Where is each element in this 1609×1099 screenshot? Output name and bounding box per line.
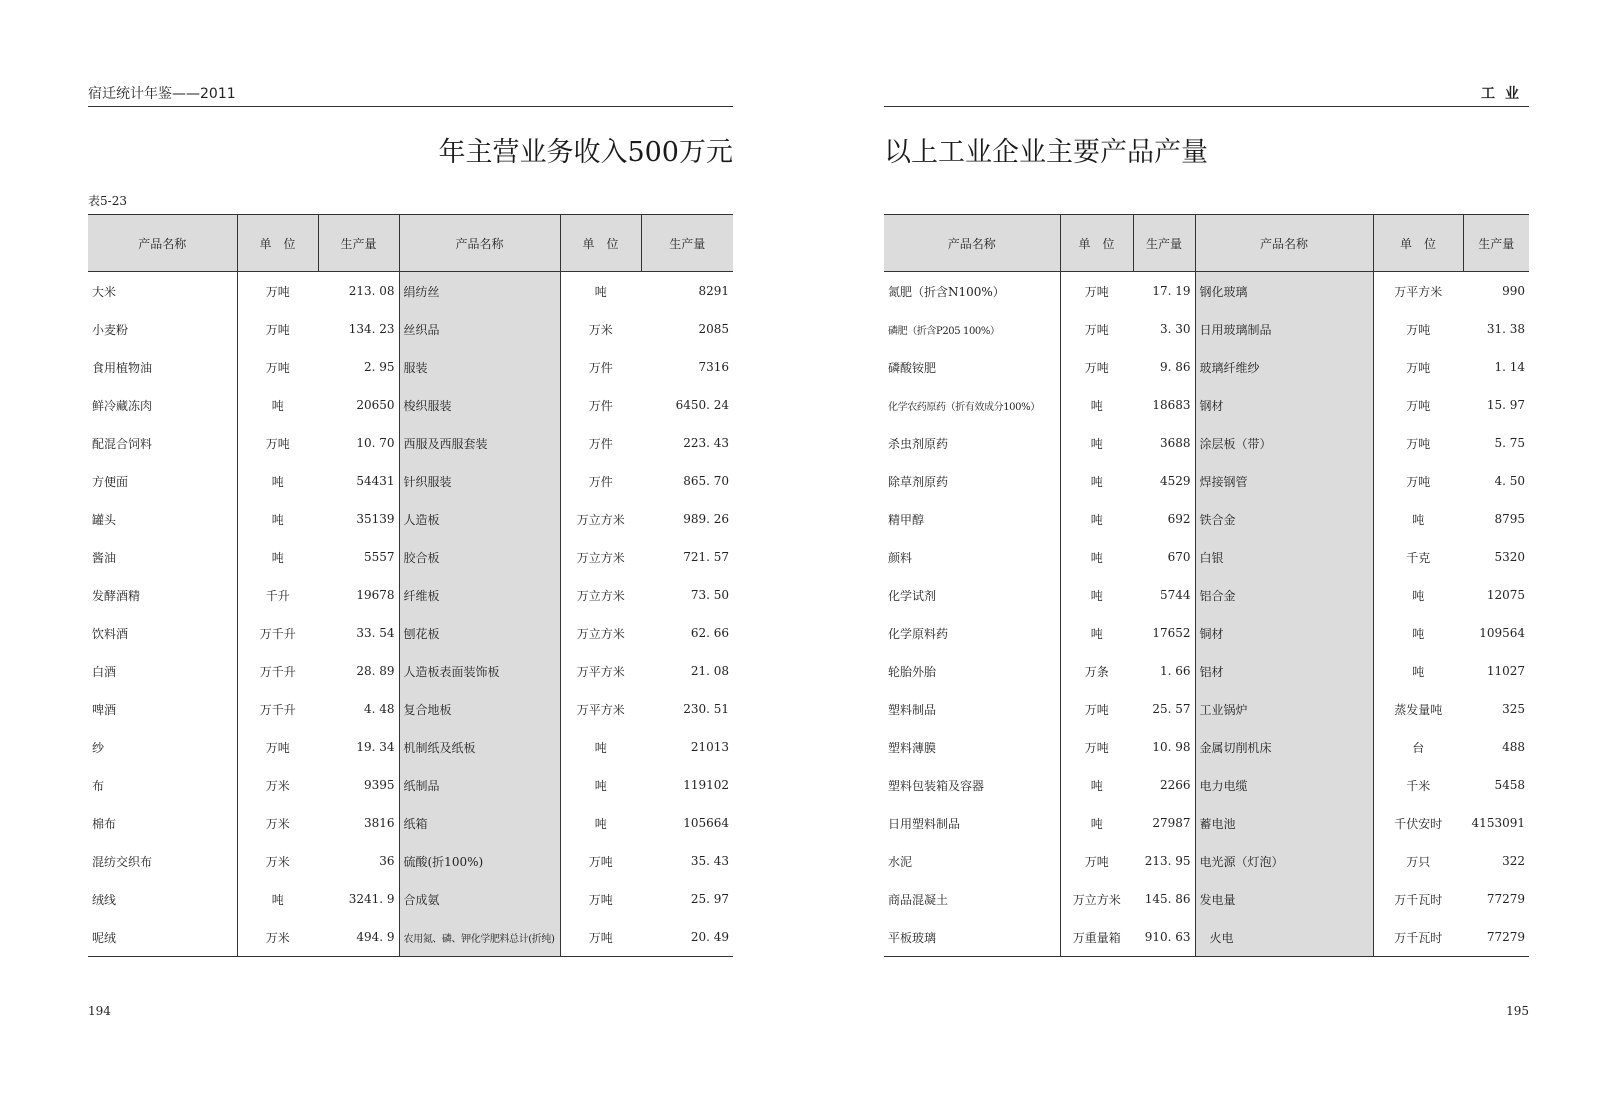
product-name-cell: 布 — [92, 778, 105, 793]
page-title: 年主营业务收入500万元 — [438, 137, 733, 168]
table-row — [88, 576, 733, 614]
product-name-cell: 白酒 — [92, 664, 117, 679]
output-cell: 6450. 24 — [675, 398, 729, 412]
unit-cell: 吨 — [1060, 766, 1133, 804]
running-head — [88, 84, 733, 107]
table-row — [884, 804, 1529, 842]
unit-cell: 万吨 — [1060, 272, 1133, 311]
table-row — [884, 462, 1529, 500]
output-cell: 105664 — [683, 816, 729, 830]
column-header: 产品名称 — [884, 215, 1060, 272]
unit-cell: 吨 — [1060, 576, 1133, 614]
table-row — [884, 690, 1529, 728]
output-cell: 27987 — [1152, 816, 1191, 830]
product-name-cell: 方便面 — [92, 474, 129, 489]
product-name-cell: 化学试剂 — [888, 588, 937, 603]
product-name-cell: 铝材 — [1195, 652, 1373, 690]
unit-cell: 万吨 — [1060, 690, 1133, 728]
table-row — [88, 500, 733, 538]
unit-cell: 吨 — [1060, 614, 1133, 652]
unit-cell: 蒸发量吨 — [1373, 690, 1463, 728]
unit-cell: 万米 — [237, 804, 318, 842]
product-name-cell: 电光源（灯泡） — [1195, 842, 1373, 880]
product-name-cell: 涂层板（带） — [1195, 424, 1373, 462]
table-row — [884, 842, 1529, 880]
output-cell: 31. 38 — [1486, 322, 1525, 336]
product-name-cell: 罐头 — [92, 512, 117, 527]
unit-cell: 万千瓦时 — [1373, 918, 1463, 957]
product-name-cell: 混纺交织布 — [92, 854, 153, 869]
product-name-cell: 蓄电池 — [1195, 804, 1373, 842]
table-row — [884, 728, 1529, 766]
unit-cell: 万吨 — [1060, 310, 1133, 348]
output-cell: 145. 86 — [1144, 892, 1191, 906]
unit-cell: 吨 — [237, 386, 318, 424]
output-cell: 2266 — [1159, 778, 1191, 792]
unit-cell: 万米 — [237, 918, 318, 957]
running-head — [884, 84, 1529, 107]
product-name-cell: 胶合板 — [399, 538, 560, 576]
product-name-cell: 火电 — [1195, 918, 1373, 957]
column-header: 单 位 — [1373, 215, 1463, 272]
output-cell: 119102 — [683, 778, 729, 792]
output-cell: 1. 14 — [1494, 360, 1525, 374]
product-name-cell: 白银 — [1195, 538, 1373, 576]
table-row — [884, 538, 1529, 576]
output-cell: 19678 — [356, 588, 395, 602]
output-cell: 2. 95 — [363, 360, 395, 374]
output-cell: 25. 97 — [690, 892, 729, 906]
column-header: 单 位 — [237, 215, 318, 272]
unit-cell: 万吨 — [1373, 348, 1463, 386]
table-row — [88, 272, 733, 311]
header-row — [88, 215, 733, 272]
output-cell: 20. 49 — [641, 918, 733, 957]
unit-cell: 万吨 — [1060, 728, 1133, 766]
output-cell: 3241. 9 — [348, 892, 395, 906]
product-name-cell: 塑料包装箱及容器 — [888, 778, 985, 793]
output-cell: 8795 — [1494, 512, 1525, 526]
output-cell: 9. 86 — [1159, 360, 1191, 374]
product-name-cell: 化学农药原药（折有效成分100%） — [888, 401, 1040, 413]
output-cell: 2085 — [698, 322, 729, 336]
unit-cell: 吨 — [560, 766, 641, 804]
output-cell: 25. 57 — [1152, 702, 1191, 716]
product-name-cell: 梭织服装 — [399, 386, 560, 424]
product-name-cell: 塑料薄膜 — [888, 740, 937, 755]
output-cell: 21. 08 — [690, 664, 729, 678]
unit-cell: 千米 — [1373, 766, 1463, 804]
product-name-cell: 纸制品 — [399, 766, 560, 804]
output-cell: 230. 51 — [683, 702, 729, 716]
unit-cell: 吨 — [237, 538, 318, 576]
unit-cell: 万千升 — [237, 690, 318, 728]
unit-cell: 万件 — [560, 386, 641, 424]
output-cell: 213. 08 — [348, 284, 395, 298]
product-name-cell: 合成氨 — [399, 880, 560, 918]
table-row — [88, 652, 733, 690]
output-cell: 19. 34 — [356, 740, 395, 754]
unit-cell: 万件 — [560, 462, 641, 500]
table-row — [88, 728, 733, 766]
product-name-cell: 小麦粉 — [92, 322, 129, 337]
output-cell: 213. 95 — [1144, 854, 1191, 868]
product-name-cell: 工业锅炉 — [1195, 690, 1373, 728]
output-cell: 910. 63 — [1133, 918, 1195, 957]
table-row — [88, 462, 733, 500]
table-row — [88, 842, 733, 880]
output-cell: 325 — [1502, 702, 1525, 716]
table-row — [884, 880, 1529, 918]
unit-cell: 吨 — [1060, 424, 1133, 462]
unit-cell: 万吨 — [1373, 462, 1463, 500]
section-title: 工业 — [1481, 86, 1529, 102]
output-cell: 20650 — [356, 398, 395, 412]
column-header: 生产量 — [641, 215, 733, 272]
unit-cell: 吨 — [1373, 576, 1463, 614]
output-cell: 488 — [1502, 740, 1525, 754]
output-cell: 989. 26 — [683, 512, 729, 526]
output-cell: 5. 75 — [1494, 436, 1525, 450]
unit-cell: 万千升 — [237, 614, 318, 652]
table-row — [88, 918, 733, 957]
product-name-cell: 铁合金 — [1195, 500, 1373, 538]
table-row — [884, 310, 1529, 348]
product-name-cell: 日用塑料制品 — [888, 816, 961, 831]
output-cell: 77279 — [1463, 918, 1529, 957]
table-row — [88, 348, 733, 386]
product-name-cell: 纸箱 — [399, 804, 560, 842]
product-name-cell: 杀虫剂原药 — [888, 436, 949, 451]
table-row — [884, 424, 1529, 462]
output-cell: 12075 — [1486, 588, 1525, 602]
output-cell: 73. 50 — [690, 588, 729, 602]
product-name-cell: 丝织品 — [399, 310, 560, 348]
output-cell: 5320 — [1494, 550, 1525, 564]
output-cell: 990 — [1502, 284, 1525, 298]
unit-cell: 万吨 — [1373, 386, 1463, 424]
table-row — [884, 918, 1529, 957]
product-name-cell: 发电量 — [1195, 880, 1373, 918]
table-row — [88, 310, 733, 348]
unit-cell: 万只 — [1373, 842, 1463, 880]
output-cell: 692 — [1167, 512, 1191, 526]
table-row — [88, 538, 733, 576]
output-cell: 62. 66 — [690, 626, 729, 640]
unit-cell: 万立方米 — [560, 538, 641, 576]
output-cell: 8291 — [698, 284, 729, 298]
unit-cell: 吨 — [1373, 614, 1463, 652]
column-header: 生产量 — [1133, 215, 1195, 272]
product-name-cell: 氮肥（折含N100%） — [888, 284, 1005, 299]
product-name-cell: 化学原料药 — [888, 626, 949, 641]
column-header: 单 位 — [560, 215, 641, 272]
output-cell: 5744 — [1159, 588, 1191, 602]
product-name-cell: 绢纺丝 — [399, 272, 560, 311]
unit-cell: 万米 — [560, 310, 641, 348]
output-cell: 35139 — [356, 512, 395, 526]
product-name-cell: 饮料酒 — [92, 626, 129, 641]
unit-cell: 万吨 — [237, 310, 318, 348]
product-name-cell: 金属切削机床 — [1195, 728, 1373, 766]
output-cell: 17652 — [1152, 626, 1191, 640]
output-cell: 3688 — [1159, 436, 1191, 450]
output-cell: 134. 23 — [348, 322, 395, 336]
output-cell: 865. 70 — [683, 474, 729, 488]
table-row — [88, 766, 733, 804]
unit-cell: 万立方米 — [560, 576, 641, 614]
table-row — [884, 766, 1529, 804]
product-name-cell: 刨花板 — [399, 614, 560, 652]
product-name-cell: 大米 — [92, 284, 117, 299]
table-row — [88, 386, 733, 424]
column-header: 产品名称 — [1195, 215, 1373, 272]
product-name-cell: 酱油 — [92, 550, 117, 565]
unit-cell: 万重量箱 — [1060, 918, 1133, 957]
output-cell: 4. 50 — [1494, 474, 1525, 488]
page-title: 以上工业企业主要产品产量 — [884, 137, 1208, 168]
output-cell: 5458 — [1494, 778, 1525, 792]
output-cell: 670 — [1167, 550, 1191, 564]
output-cell: 4529 — [1159, 474, 1191, 488]
column-header: 单 位 — [1060, 215, 1133, 272]
table-row — [884, 614, 1529, 652]
product-name-cell: 颜料 — [888, 550, 913, 565]
product-name-cell: 玻璃纤维纱 — [1195, 348, 1373, 386]
unit-cell: 吨 — [1373, 652, 1463, 690]
unit-cell: 万千升 — [237, 652, 318, 690]
output-cell: 322 — [1502, 854, 1525, 868]
output-cell: 3816 — [363, 816, 395, 830]
product-name-cell: 复合地板 — [399, 690, 560, 728]
unit-cell: 万件 — [560, 348, 641, 386]
unit-cell: 万吨 — [237, 272, 318, 311]
table-row — [88, 880, 733, 918]
product-name-cell: 机制纸及纸板 — [399, 728, 560, 766]
product-output-table-left — [88, 214, 733, 957]
table-number: 表5-23 — [88, 194, 127, 208]
output-cell: 35. 43 — [690, 854, 729, 868]
unit-cell: 吨 — [560, 804, 641, 842]
product-name-cell: 服装 — [399, 348, 560, 386]
product-name-cell: 纤维板 — [399, 576, 560, 614]
output-cell: 18683 — [1152, 398, 1191, 412]
output-cell: 5557 — [363, 550, 395, 564]
output-cell: 4153091 — [1471, 816, 1525, 830]
unit-cell: 吨 — [1060, 386, 1133, 424]
product-name-cell: 呢绒 — [88, 918, 237, 957]
output-cell: 10. 98 — [1152, 740, 1191, 754]
product-name-cell: 针织服装 — [399, 462, 560, 500]
product-name-cell: 鲜冷藏冻肉 — [92, 398, 153, 413]
output-cell: 3. 30 — [1159, 322, 1191, 336]
unit-cell: 万吨 — [1060, 348, 1133, 386]
unit-cell: 吨 — [560, 272, 641, 311]
unit-cell: 万吨 — [560, 918, 641, 957]
product-name-cell: 铜材 — [1195, 614, 1373, 652]
product-name-cell: 焊接钢管 — [1195, 462, 1373, 500]
unit-cell: 万吨 — [1060, 842, 1133, 880]
unit-cell: 吨 — [237, 500, 318, 538]
unit-cell: 万吨 — [1373, 310, 1463, 348]
product-name-cell: 电力电缆 — [1195, 766, 1373, 804]
product-name-cell: 磷酸铵肥 — [888, 360, 937, 375]
unit-cell: 万立方米 — [1060, 880, 1133, 918]
output-cell: 17. 19 — [1152, 284, 1191, 298]
product-output-table-right — [884, 214, 1529, 957]
unit-cell: 吨 — [1060, 500, 1133, 538]
output-cell: 10. 70 — [356, 436, 395, 450]
unit-cell: 万平方米 — [1373, 272, 1463, 311]
unit-cell: 万吨 — [237, 348, 318, 386]
output-cell: 33. 54 — [356, 626, 395, 640]
unit-cell: 吨 — [560, 728, 641, 766]
unit-cell: 万吨 — [237, 424, 318, 462]
output-cell: 494. 9 — [318, 918, 399, 957]
unit-cell: 吨 — [1060, 804, 1133, 842]
output-cell: 721. 57 — [683, 550, 729, 564]
product-name-cell: 农用氮、磷、钾化学肥料总计(折纯) — [399, 918, 560, 957]
product-name-cell: 钢材 — [1195, 386, 1373, 424]
output-cell: 223. 43 — [683, 436, 729, 450]
unit-cell: 台 — [1373, 728, 1463, 766]
output-cell: 21013 — [690, 740, 729, 754]
unit-cell: 万千瓦时 — [1373, 880, 1463, 918]
product-name-cell: 配混合饲料 — [92, 436, 153, 451]
page-number: 195 — [1506, 1004, 1529, 1018]
output-cell: 28. 89 — [356, 664, 395, 678]
table-row — [88, 804, 733, 842]
product-name-cell: 精甲醇 — [888, 512, 925, 527]
product-name-cell: 人造板表面装饰板 — [399, 652, 560, 690]
product-name-cell: 日用玻璃制品 — [1195, 310, 1373, 348]
table-row — [88, 614, 733, 652]
unit-cell: 万平方米 — [560, 690, 641, 728]
unit-cell: 万吨 — [560, 880, 641, 918]
table-row — [884, 386, 1529, 424]
table-row — [884, 652, 1529, 690]
unit-cell: 万立方米 — [560, 500, 641, 538]
unit-cell: 万立方米 — [560, 614, 641, 652]
output-cell: 77279 — [1486, 892, 1525, 906]
unit-cell: 吨 — [1373, 500, 1463, 538]
output-cell: 1. 66 — [1159, 664, 1191, 678]
column-header: 生产量 — [318, 215, 399, 272]
unit-cell: 万件 — [560, 424, 641, 462]
table-row — [88, 424, 733, 462]
product-name-cell: 钢化玻璃 — [1195, 272, 1373, 311]
unit-cell: 吨 — [237, 880, 318, 918]
output-cell: 109564 — [1479, 626, 1525, 640]
table-row — [884, 272, 1529, 311]
output-cell: 7316 — [698, 360, 729, 374]
product-name-cell: 硫酸(折100%) — [399, 842, 560, 880]
unit-cell: 万吨 — [560, 842, 641, 880]
product-name-cell: 纱 — [92, 740, 105, 755]
product-name-cell: 除草剂原药 — [888, 474, 949, 489]
table-row — [884, 500, 1529, 538]
output-cell: 4. 48 — [363, 702, 395, 716]
unit-cell: 千伏安时 — [1373, 804, 1463, 842]
unit-cell: 千升 — [237, 576, 318, 614]
output-cell: 15. 97 — [1486, 398, 1525, 412]
product-name-cell: 绒线 — [92, 892, 117, 907]
unit-cell: 万吨 — [1373, 424, 1463, 462]
product-name-cell: 啤酒 — [92, 702, 117, 717]
unit-cell: 万米 — [237, 766, 318, 804]
unit-cell: 万米 — [237, 842, 318, 880]
product-name-cell: 平板玻璃 — [884, 918, 1060, 957]
unit-cell: 千克 — [1373, 538, 1463, 576]
unit-cell: 吨 — [1060, 538, 1133, 576]
product-name-cell: 食用植物油 — [92, 360, 153, 375]
column-header: 生产量 — [1463, 215, 1529, 272]
product-name-cell: 西服及西服套装 — [399, 424, 560, 462]
product-name-cell: 水泥 — [888, 854, 913, 869]
table-row — [884, 576, 1529, 614]
unit-cell: 万吨 — [237, 728, 318, 766]
header-row — [884, 215, 1529, 272]
column-header: 产品名称 — [399, 215, 560, 272]
page-number: 194 — [88, 1004, 111, 1018]
unit-cell: 吨 — [1060, 462, 1133, 500]
output-cell: 11027 — [1486, 664, 1525, 678]
product-name-cell: 轮胎外胎 — [888, 664, 937, 679]
unit-cell: 万条 — [1060, 652, 1133, 690]
output-cell: 54431 — [356, 474, 395, 488]
unit-cell: 吨 — [237, 462, 318, 500]
product-name-cell: 人造板 — [399, 500, 560, 538]
table-row — [88, 690, 733, 728]
table-row — [884, 348, 1529, 386]
product-name-cell: 发酵酒精 — [92, 588, 141, 603]
product-name-cell: 铝合金 — [1195, 576, 1373, 614]
output-cell: 36 — [379, 854, 395, 868]
product-name-cell: 商品混凝土 — [888, 892, 949, 907]
running-head-text: 宿迁统计年鉴——2011 — [88, 86, 236, 102]
column-header: 产品名称 — [88, 215, 237, 272]
product-name-cell: 磷肥（折含P205 100%） — [888, 325, 1000, 337]
output-cell: 9395 — [363, 778, 395, 792]
product-name-cell: 塑料制品 — [888, 702, 937, 717]
unit-cell: 万平方米 — [560, 652, 641, 690]
product-name-cell: 棉布 — [92, 816, 117, 831]
